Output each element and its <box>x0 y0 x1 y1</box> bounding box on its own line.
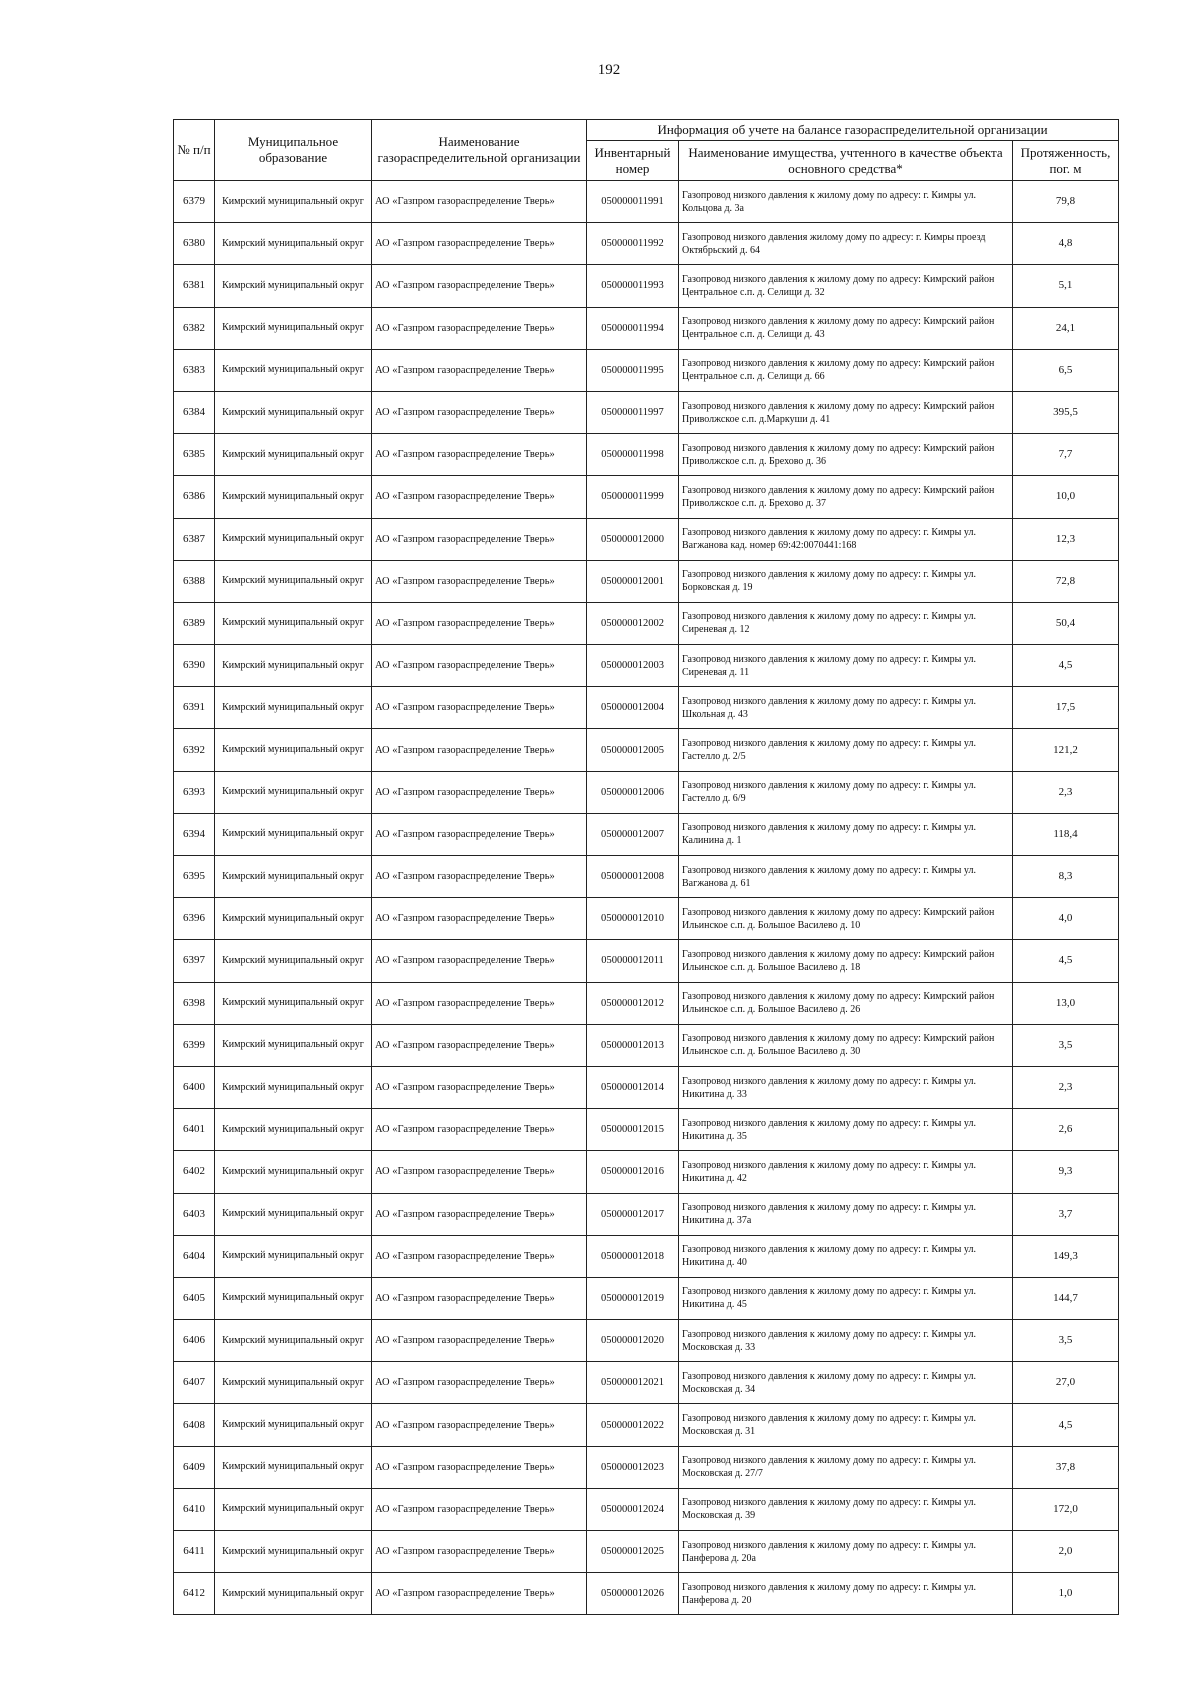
length-cell: 118,4 <box>1013 813 1119 855</box>
inventory-number-cell: 050000011993 <box>587 265 679 307</box>
header-municipality: Муниципальное образование <box>215 120 372 181</box>
property-description-cell: Газопровод низкого давления к жилому дому по адресу: г. Кимры ул. Московская д. 34 <box>679 1362 1013 1404</box>
property-description-cell: Газопровод низкого давления к жилому дому по адресу: г. Кимры ул. Московская д. 39 <box>679 1488 1013 1530</box>
table-row <box>174 1362 1119 1404</box>
property-description-cell: Газопровод низкого давления к жилому дому по адресу: г. Кимры ул. Никитина д. 40 <box>679 1235 1013 1277</box>
municipality-cell: Кимрский муниципальный округ <box>215 1488 372 1530</box>
property-description-cell: Газопровод низкого давления к жилому дому по адресу: Кимрский район Ильинское с.п. д. Большое Василево д. 26 <box>679 982 1013 1024</box>
municipality-cell: Кимрский муниципальный округ <box>215 476 372 518</box>
table-row <box>174 1193 1119 1235</box>
row-number: 6407 <box>174 1362 215 1404</box>
property-description-cell: Газопровод низкого давления к жилому дому по адресу: г. Кимры ул. Никитина д. 45 <box>679 1277 1013 1319</box>
organization-cell: АО «Газпром газораспределение Тверь» <box>372 1573 587 1615</box>
municipality-cell: Кимрский муниципальный округ <box>215 1151 372 1193</box>
property-description-cell: Газопровод низкого давления к жилому дому по адресу: Кимрский район Приволжское с.п. д. Брехово д. 37 <box>679 476 1013 518</box>
row-number: 6403 <box>174 1193 215 1235</box>
municipality-cell: Кимрский муниципальный округ <box>215 687 372 729</box>
table-row <box>174 771 1119 813</box>
inventory-number-cell: 050000012012 <box>587 982 679 1024</box>
table-row <box>174 729 1119 771</box>
length-cell: 8,3 <box>1013 856 1119 898</box>
organization-cell: АО «Газпром газораспределение Тверь» <box>372 476 587 518</box>
row-number: 6385 <box>174 434 215 476</box>
municipality-cell: Кимрский муниципальный округ <box>215 1024 372 1066</box>
organization-cell: АО «Газпром газораспределение Тверь» <box>372 687 587 729</box>
organization-cell: АО «Газпром газораспределение Тверь» <box>372 898 587 940</box>
property-description-cell: Газопровод низкого давления к жилому дому по адресу: г. Кимры ул. Вагжанова кад. номер 69:42:0070441:168 <box>679 518 1013 560</box>
gas-pipeline-registry-table <box>173 119 1119 1615</box>
length-cell: 5,1 <box>1013 265 1119 307</box>
row-number: 6391 <box>174 687 215 729</box>
municipality-cell: Кимрский муниципальный округ <box>215 1277 372 1319</box>
header-length: Протяженность, пог. м <box>1013 141 1119 181</box>
organization-cell: АО «Газпром газораспределение Тверь» <box>372 602 587 644</box>
property-description-cell: Газопровод низкого давления к жилому дому по адресу: г. Кимры ул. Сиреневая д. 12 <box>679 602 1013 644</box>
inventory-number-cell: 050000012013 <box>587 1024 679 1066</box>
length-cell: 4,5 <box>1013 940 1119 982</box>
organization-cell: АО «Газпром газораспределение Тверь» <box>372 1404 587 1446</box>
municipality-cell: Кимрский муниципальный округ <box>215 434 372 476</box>
property-description-cell: Газопровод низкого давления к жилому дому по адресу: Кимрский район Центральное с.п. д. Селищи д. 66 <box>679 349 1013 391</box>
table-row <box>174 813 1119 855</box>
organization-cell: АО «Газпром газораспределение Тверь» <box>372 1066 587 1108</box>
row-number: 6399 <box>174 1024 215 1066</box>
table-row <box>174 1488 1119 1530</box>
property-description-cell: Газопровод низкого давления к жилому дому по адресу: г. Кимры ул. Никитина д. 37а <box>679 1193 1013 1235</box>
inventory-number-cell: 050000012017 <box>587 1193 679 1235</box>
table-row <box>174 518 1119 560</box>
length-cell: 2,3 <box>1013 771 1119 813</box>
length-cell: 3,5 <box>1013 1024 1119 1066</box>
property-description-cell: Газопровод низкого давления к жилому дому по адресу: Кимрский район Ильинское с.п. д. Большое Василево д. 18 <box>679 940 1013 982</box>
length-cell: 4,8 <box>1013 223 1119 265</box>
inventory-number-cell: 050000012004 <box>587 687 679 729</box>
table-row <box>174 434 1119 476</box>
municipality-cell: Кимрский муниципальный округ <box>215 1320 372 1362</box>
header-property: Наименование имущества, учтенного в качестве объекта основного средства* <box>679 141 1013 181</box>
length-cell: 6,5 <box>1013 349 1119 391</box>
table-row <box>174 1066 1119 1108</box>
property-description-cell: Газопровод низкого давления к жилому дому по адресу: г. Кимры ул. Гастелло д. 2/5 <box>679 729 1013 771</box>
length-cell: 37,8 <box>1013 1446 1119 1488</box>
property-description-cell: Газопровод низкого давления к жилому дому по адресу: Кимрский район Центральное с.п. д. Селищи д. 32 <box>679 265 1013 307</box>
table-body <box>174 181 1119 1615</box>
table-row <box>174 1573 1119 1615</box>
header-inventory: Инвентарный номер <box>587 141 679 181</box>
row-number: 6384 <box>174 391 215 433</box>
organization-cell: АО «Газпром газораспределение Тверь» <box>372 265 587 307</box>
row-number: 6396 <box>174 898 215 940</box>
organization-cell: АО «Газпром газораспределение Тверь» <box>372 645 587 687</box>
inventory-number-cell: 050000012006 <box>587 771 679 813</box>
municipality-cell: Кимрский муниципальный округ <box>215 1404 372 1446</box>
inventory-number-cell: 050000011998 <box>587 434 679 476</box>
row-number: 6402 <box>174 1151 215 1193</box>
inventory-number-cell: 050000012015 <box>587 1109 679 1151</box>
inventory-number-cell: 050000012011 <box>587 940 679 982</box>
table-row <box>174 898 1119 940</box>
organization-cell: АО «Газпром газораспределение Тверь» <box>372 1151 587 1193</box>
length-cell: 121,2 <box>1013 729 1119 771</box>
organization-cell: АО «Газпром газораспределение Тверь» <box>372 771 587 813</box>
organization-cell: АО «Газпром газораспределение Тверь» <box>372 1446 587 1488</box>
inventory-number-cell: 050000011999 <box>587 476 679 518</box>
organization-cell: АО «Газпром газораспределение Тверь» <box>372 1109 587 1151</box>
row-number: 6408 <box>174 1404 215 1446</box>
organization-cell: АО «Газпром газораспределение Тверь» <box>372 391 587 433</box>
organization-cell: АО «Газпром газораспределение Тверь» <box>372 813 587 855</box>
table-row <box>174 1277 1119 1319</box>
inventory-number-cell: 050000012008 <box>587 856 679 898</box>
table-row <box>174 1109 1119 1151</box>
table-row <box>174 476 1119 518</box>
row-number: 6412 <box>174 1573 215 1615</box>
property-description-cell: Газопровод низкого давления к жилому дому по адресу: Кимрский район Ильинское с.п. д. Большое Василево д. 30 <box>679 1024 1013 1066</box>
organization-cell: АО «Газпром газораспределение Тверь» <box>372 1531 587 1573</box>
organization-cell: АО «Газпром газораспределение Тверь» <box>372 518 587 560</box>
length-cell: 3,7 <box>1013 1193 1119 1235</box>
header-organization: Наименование газораспределительной организации <box>372 120 587 181</box>
property-description-cell: Газопровод низкого давления к жилому дому по адресу: Кимрский район Приволжское с.п. д.Маркуши д. 41 <box>679 391 1013 433</box>
row-number: 6398 <box>174 982 215 1024</box>
table-header <box>174 120 1119 181</box>
inventory-number-cell: 050000012024 <box>587 1488 679 1530</box>
inventory-number-cell: 050000012026 <box>587 1573 679 1615</box>
inventory-number-cell: 050000012021 <box>587 1362 679 1404</box>
row-number: 6393 <box>174 771 215 813</box>
table-row <box>174 1404 1119 1446</box>
municipality-cell: Кимрский муниципальный округ <box>215 602 372 644</box>
property-description-cell: Газопровод низкого давления к жилому дому по адресу: г. Кимры ул. Школьная д. 43 <box>679 687 1013 729</box>
length-cell: 144,7 <box>1013 1277 1119 1319</box>
length-cell: 72,8 <box>1013 560 1119 602</box>
organization-cell: АО «Газпром газораспределение Тверь» <box>372 982 587 1024</box>
inventory-number-cell: 050000012016 <box>587 1151 679 1193</box>
table-row <box>174 307 1119 349</box>
row-number: 6386 <box>174 476 215 518</box>
municipality-cell: Кимрский муниципальный округ <box>215 391 372 433</box>
length-cell: 2,3 <box>1013 1066 1119 1108</box>
municipality-cell: Кимрский муниципальный округ <box>215 349 372 391</box>
length-cell: 27,0 <box>1013 1362 1119 1404</box>
length-cell: 1,0 <box>1013 1573 1119 1615</box>
inventory-number-cell: 050000012000 <box>587 518 679 560</box>
organization-cell: АО «Газпром газораспределение Тверь» <box>372 223 587 265</box>
table-row <box>174 645 1119 687</box>
table-row <box>174 1446 1119 1488</box>
inventory-number-cell: 050000012010 <box>587 898 679 940</box>
table-row <box>174 1151 1119 1193</box>
table-row <box>174 602 1119 644</box>
inventory-number-cell: 050000011992 <box>587 223 679 265</box>
length-cell: 3,5 <box>1013 1320 1119 1362</box>
property-description-cell: Газопровод низкого давления к жилому дому по адресу: г. Кимры ул. Никитина д. 42 <box>679 1151 1013 1193</box>
municipality-cell: Кимрский муниципальный округ <box>215 729 372 771</box>
municipality-cell: Кимрский муниципальный округ <box>215 1446 372 1488</box>
inventory-number-cell: 050000012001 <box>587 560 679 602</box>
inventory-number-cell: 050000012002 <box>587 602 679 644</box>
organization-cell: АО «Газпром газораспределение Тверь» <box>372 729 587 771</box>
organization-cell: АО «Газпром газораспределение Тверь» <box>372 1320 587 1362</box>
municipality-cell: Кимрский муниципальный округ <box>215 265 372 307</box>
row-number: 6381 <box>174 265 215 307</box>
row-number: 6406 <box>174 1320 215 1362</box>
property-description-cell: Газопровод низкого давления к жилому дому по адресу: г. Кимры ул. Сиреневая д. 11 <box>679 645 1013 687</box>
inventory-number-cell: 050000011995 <box>587 349 679 391</box>
property-description-cell: Газопровод низкого давления к жилому дому по адресу: г. Кимры ул. Панферова д. 20 <box>679 1573 1013 1615</box>
table-row <box>174 1235 1119 1277</box>
row-number: 6411 <box>174 1531 215 1573</box>
table-row <box>174 1531 1119 1573</box>
inventory-number-cell: 050000012023 <box>587 1446 679 1488</box>
property-description-cell: Газопровод низкого давления к жилому дому по адресу: г. Кимры ул. Борковская д. 19 <box>679 560 1013 602</box>
property-description-cell: Газопровод низкого давления к жилому дому по адресу: г. Кимры ул. Гастелло д. 6/9 <box>679 771 1013 813</box>
municipality-cell: Кимрский муниципальный округ <box>215 771 372 813</box>
row-number: 6404 <box>174 1235 215 1277</box>
length-cell: 4,0 <box>1013 898 1119 940</box>
municipality-cell: Кимрский муниципальный округ <box>215 307 372 349</box>
table-row <box>174 940 1119 982</box>
municipality-cell: Кимрский муниципальный округ <box>215 813 372 855</box>
row-number: 6400 <box>174 1066 215 1108</box>
table-row <box>174 181 1119 223</box>
organization-cell: АО «Газпром газораспределение Тверь» <box>372 940 587 982</box>
organization-cell: АО «Газпром газораспределение Тверь» <box>372 560 587 602</box>
property-description-cell: Газопровод низкого давления к жилому дому по адресу: г. Кимры ул. Московская д. 31 <box>679 1404 1013 1446</box>
municipality-cell: Кимрский муниципальный округ <box>215 223 372 265</box>
row-number: 6382 <box>174 307 215 349</box>
property-description-cell: Газопровод низкого давления к жилому дому по адресу: г. Кимры ул. Вагжанова д. 61 <box>679 856 1013 898</box>
inventory-number-cell: 050000012019 <box>587 1277 679 1319</box>
row-number: 6379 <box>174 181 215 223</box>
row-number: 6409 <box>174 1446 215 1488</box>
length-cell: 24,1 <box>1013 307 1119 349</box>
row-number: 6395 <box>174 856 215 898</box>
inventory-number-cell: 050000012005 <box>587 729 679 771</box>
municipality-cell: Кимрский муниципальный округ <box>215 1066 372 1108</box>
inventory-number-cell: 050000011991 <box>587 181 679 223</box>
length-cell: 149,3 <box>1013 1235 1119 1277</box>
organization-cell: АО «Газпром газораспределение Тверь» <box>372 434 587 476</box>
organization-cell: АО «Газпром газораспределение Тверь» <box>372 1488 587 1530</box>
row-number: 6387 <box>174 518 215 560</box>
table-row <box>174 349 1119 391</box>
length-cell: 172,0 <box>1013 1488 1119 1530</box>
row-number: 6388 <box>174 560 215 602</box>
row-number: 6410 <box>174 1488 215 1530</box>
inventory-number-cell: 050000011997 <box>587 391 679 433</box>
municipality-cell: Кимрский муниципальный округ <box>215 898 372 940</box>
row-number: 6405 <box>174 1277 215 1319</box>
length-cell: 17,5 <box>1013 687 1119 729</box>
municipality-cell: Кимрский муниципальный округ <box>215 1573 372 1615</box>
municipality-cell: Кимрский муниципальный округ <box>215 1109 372 1151</box>
inventory-number-cell: 050000012025 <box>587 1531 679 1573</box>
row-number: 6394 <box>174 813 215 855</box>
length-cell: 12,3 <box>1013 518 1119 560</box>
length-cell: 2,6 <box>1013 1109 1119 1151</box>
property-description-cell: Газопровод низкого давления к жилому дому по адресу: г. Кимры ул. Московская д. 27/7 <box>679 1446 1013 1488</box>
property-description-cell: Газопровод низкого давления к жилому дому по адресу: г. Кимры ул. Никитина д. 35 <box>679 1109 1013 1151</box>
table-row <box>174 982 1119 1024</box>
organization-cell: АО «Газпром газораспределение Тверь» <box>372 1362 587 1404</box>
property-description-cell: Газопровод низкого давления к жилому дому по адресу: Кимрский район Ильинское с.п. д. Большое Василево д. 10 <box>679 898 1013 940</box>
inventory-number-cell: 050000012003 <box>587 645 679 687</box>
organization-cell: АО «Газпром газораспределение Тверь» <box>372 349 587 391</box>
property-description-cell: Газопровод низкого давления к жилому дому по адресу: г. Кимры ул. Калинина д. 1 <box>679 813 1013 855</box>
length-cell: 4,5 <box>1013 645 1119 687</box>
inventory-number-cell: 050000012014 <box>587 1066 679 1108</box>
municipality-cell: Кимрский муниципальный округ <box>215 982 372 1024</box>
row-number: 6380 <box>174 223 215 265</box>
length-cell: 4,5 <box>1013 1404 1119 1446</box>
organization-cell: АО «Газпром газораспределение Тверь» <box>372 1277 587 1319</box>
table-row <box>174 265 1119 307</box>
municipality-cell: Кимрский муниципальный округ <box>215 940 372 982</box>
length-cell: 7,7 <box>1013 434 1119 476</box>
table-row <box>174 1320 1119 1362</box>
length-cell: 10,0 <box>1013 476 1119 518</box>
table-row <box>174 560 1119 602</box>
header-balance-group: Информация об учете на балансе газораспределительной организации <box>587 120 1119 141</box>
property-description-cell: Газопровод низкого давления к жилому дому по адресу: г. Кимры ул. Никитина д. 33 <box>679 1066 1013 1108</box>
row-number: 6383 <box>174 349 215 391</box>
row-number: 6397 <box>174 940 215 982</box>
table-row <box>174 391 1119 433</box>
municipality-cell: Кимрский муниципальный округ <box>215 1362 372 1404</box>
property-description-cell: Газопровод низкого давления к жилому дому по адресу: г. Кимры ул. Кольцова д. 3а <box>679 181 1013 223</box>
organization-cell: АО «Газпром газораспределение Тверь» <box>372 307 587 349</box>
table-row <box>174 223 1119 265</box>
organization-cell: АО «Газпром газораспределение Тверь» <box>372 856 587 898</box>
property-description-cell: Газопровод низкого давления к жилому дому по адресу: Кимрский район Центральное с.п. д. Селищи д. 43 <box>679 307 1013 349</box>
organization-cell: АО «Газпром газораспределение Тверь» <box>372 1235 587 1277</box>
municipality-cell: Кимрский муниципальный округ <box>215 1235 372 1277</box>
municipality-cell: Кимрский муниципальный округ <box>215 181 372 223</box>
inventory-number-cell: 050000012022 <box>587 1404 679 1446</box>
page-number: 192 <box>597 62 621 78</box>
municipality-cell: Кимрский муниципальный округ <box>215 518 372 560</box>
length-cell: 395,5 <box>1013 391 1119 433</box>
length-cell: 13,0 <box>1013 982 1119 1024</box>
organization-cell: АО «Газпром газораспределение Тверь» <box>372 1193 587 1235</box>
row-number: 6390 <box>174 645 215 687</box>
header-num: № п/п <box>174 120 215 181</box>
inventory-number-cell: 050000012007 <box>587 813 679 855</box>
table-row <box>174 1024 1119 1066</box>
property-description-cell: Газопровод низкого давления к жилому дому по адресу: г. Кимры ул. Московская д. 33 <box>679 1320 1013 1362</box>
property-description-cell: Газопровод низкого давления жилому дому по адресу: г. Кимры проезд Октябрьский д. 64 <box>679 223 1013 265</box>
length-cell: 9,3 <box>1013 1151 1119 1193</box>
row-number: 6389 <box>174 602 215 644</box>
length-cell: 2,0 <box>1013 1531 1119 1573</box>
row-number: 6401 <box>174 1109 215 1151</box>
inventory-number-cell: 050000012018 <box>587 1235 679 1277</box>
municipality-cell: Кимрский муниципальный округ <box>215 560 372 602</box>
organization-cell: АО «Газпром газораспределение Тверь» <box>372 1024 587 1066</box>
length-cell: 79,8 <box>1013 181 1119 223</box>
municipality-cell: Кимрский муниципальный округ <box>215 856 372 898</box>
municipality-cell: Кимрский муниципальный округ <box>215 1193 372 1235</box>
municipality-cell: Кимрский муниципальный округ <box>215 1531 372 1573</box>
municipality-cell: Кимрский муниципальный округ <box>215 645 372 687</box>
row-number: 6392 <box>174 729 215 771</box>
property-description-cell: Газопровод низкого давления к жилому дому по адресу: г. Кимры ул. Панферова д. 20а <box>679 1531 1013 1573</box>
length-cell: 50,4 <box>1013 602 1119 644</box>
inventory-number-cell: 050000012020 <box>587 1320 679 1362</box>
organization-cell: АО «Газпром газораспределение Тверь» <box>372 181 587 223</box>
table-row <box>174 856 1119 898</box>
inventory-number-cell: 050000011994 <box>587 307 679 349</box>
table-row <box>174 687 1119 729</box>
property-description-cell: Газопровод низкого давления к жилому дому по адресу: Кимрский район Приволжское с.п. д. Брехово д. 36 <box>679 434 1013 476</box>
